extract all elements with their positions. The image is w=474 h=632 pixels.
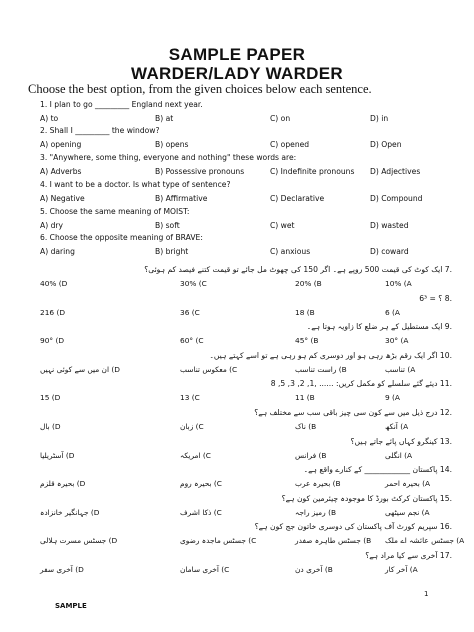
option: رمیز راجہ (B — [295, 507, 337, 517]
option: 9 (A — [385, 393, 400, 403]
option: C) opened — [270, 140, 310, 149]
option: 11 (B — [295, 393, 315, 403]
options-row — [40, 479, 454, 491]
option: A) Adverbs — [40, 167, 82, 176]
paper-subtitle: WARDER/LADY WARDER — [131, 64, 343, 83]
options-row — [40, 167, 450, 178]
option: فرانس (B — [295, 450, 327, 460]
option: آخری سامان (C — [180, 565, 230, 574]
question-text: 4. I want to be a doctor. Is what type of sentence? — [40, 180, 231, 189]
option: آسٹریلیا (D — [40, 450, 75, 460]
option: A) daring — [40, 247, 75, 256]
question-text: .17 آخری سے کیا مراد ہے؟ — [365, 551, 452, 560]
option: A) Negative — [40, 194, 85, 203]
options-row — [40, 365, 454, 377]
option: تناسب (A — [385, 364, 416, 374]
option: راست تناسب (B — [295, 364, 347, 374]
option: 13 (C — [180, 393, 200, 403]
option: جسٹس ماجدہ رضوی (C — [180, 536, 257, 546]
option: بحیرہ روم (C — [180, 479, 222, 489]
question-text: .9 ایک مستطیل کے ہر ضلع کا زاویہ ہوتا ہے۔ — [306, 322, 452, 332]
options-row — [40, 114, 450, 125]
instructions: Choose the best option, from the given choices below each sentence. — [28, 82, 372, 96]
options-row — [40, 336, 454, 348]
option: آنکھ (A — [385, 422, 409, 431]
option: جسٹس عائشہ اے ملک (A — [385, 536, 465, 546]
option: ذکا اشرف (C — [180, 507, 222, 517]
question-text: 5. Choose the same meaning of MOIST: — [40, 207, 190, 216]
option: 90° (D — [40, 336, 65, 346]
option: C) anxious — [270, 247, 311, 256]
option: B) opens — [155, 140, 189, 149]
option: بال (D — [40, 422, 61, 431]
options-row — [40, 221, 450, 232]
question-text: .10 اگر ایک رقم بڑھ رہی ہو اور دوسری کم ہو رہی ہے تو اسے کہتے ہیں۔ — [209, 350, 452, 360]
options-row — [40, 422, 454, 434]
option: 40% (D — [40, 279, 68, 288]
options-row — [40, 140, 450, 151]
option: B) soft — [155, 221, 180, 230]
question-text: .13 کینگرو کہاں پائے جاتے ہیں؟ — [350, 436, 452, 446]
option: آخر کار (A — [385, 565, 418, 574]
options-row — [40, 536, 465, 548]
option: 20% (B — [295, 279, 322, 288]
option: D) Adjectives — [370, 167, 421, 176]
option: C) Indefinite pronouns — [270, 167, 355, 176]
option: معکوس تناسب (C — [180, 364, 238, 374]
question-text: 3. "Anywhere, some thing, everyone and nothing" these words are: — [40, 153, 297, 162]
option: B) Affirmative — [155, 194, 208, 203]
question-text: .15 پاکستان کرکٹ بورڈ کا موجودہ چیئرمین کون ہے؟ — [281, 493, 452, 503]
options-row — [40, 279, 454, 291]
footer-label: SAMPLE — [55, 602, 87, 610]
option: D) Open — [370, 140, 402, 149]
option: جسٹس طاہرہ صفدر (B — [295, 536, 372, 546]
options-row — [40, 308, 454, 320]
option: بحیرہ قلزم (D — [40, 479, 86, 489]
option: A) dry — [40, 221, 64, 230]
option: A) to — [40, 114, 59, 123]
option: بحیرہ عرب (B — [295, 479, 341, 489]
question-text: 2. Shall I _________ the window? — [40, 126, 160, 135]
options-row — [40, 194, 450, 205]
option: 10% (A — [385, 279, 412, 288]
option: ان میں سے کوئی نہیں (D — [40, 364, 120, 374]
options-row — [40, 247, 450, 258]
option: بحیرہ احمر (A — [385, 479, 431, 489]
option: 15 (D — [40, 393, 61, 403]
option: B) at — [155, 114, 174, 123]
options-row — [40, 508, 454, 520]
option: 60° (C — [180, 336, 204, 346]
option: D) coward — [370, 247, 409, 256]
option: C) on — [270, 114, 291, 123]
question-text: .14 پاکستان ____________ کے کنارے واقع ہے۔ — [303, 465, 452, 475]
option: 6 (A — [385, 307, 400, 317]
option: ناک (B — [295, 422, 317, 431]
question-text: .11 دیئے گئے سلسلے کو مکمل کریں: ...... ,1, 2, 3, 5, 8 — [270, 379, 452, 389]
question-text: 1. I plan to go _________ England next year. — [40, 100, 203, 109]
option: آخری دن (B — [295, 565, 333, 574]
option: C) Declarative — [270, 194, 325, 203]
page-number: 1 — [424, 590, 429, 598]
option: 18 (B — [295, 307, 315, 317]
option: D) in — [370, 114, 389, 123]
option: B) Possessive pronouns — [155, 167, 245, 176]
paper-title: SAMPLE PAPER — [168, 45, 306, 64]
option: آخری سفر (D — [40, 565, 84, 574]
option: B) bright — [155, 247, 189, 256]
option: 36 (C — [180, 307, 200, 317]
option: C) wet — [270, 221, 295, 230]
question-text: 6. Choose the opposite meaning of BRAVE: — [40, 233, 203, 242]
options-row — [40, 565, 454, 577]
option: جسٹس مسرت ہلالی (D — [40, 536, 118, 546]
option: زبان (C — [180, 422, 204, 431]
option: D) Compound — [370, 194, 423, 203]
option: 30° (A — [385, 336, 409, 346]
option: 45° (B — [295, 336, 319, 346]
question-text: .16 سپریم کورٹ آف پاکستان کی دوسری خاتون جج کون ہے؟ — [254, 522, 452, 532]
option: جہانگیر خانزادہ (D — [40, 507, 100, 517]
question-text: .7 ایک کوٹ کی قیمت 500 روپے ہے۔ اگر 150 کی چھوٹ مل جائے تو قیمت کتنے فیصد کم ہوئی؟ — [144, 265, 452, 274]
option: A) opening — [40, 140, 82, 149]
options-row — [40, 393, 454, 405]
options-row — [40, 451, 454, 463]
option: D) wasted — [370, 221, 409, 230]
option: انگلی (A — [385, 450, 413, 460]
option: 30% (C — [180, 279, 207, 288]
question-text: .12 درج ذیل میں سے کون سی چیز باقی سب سے مختلف ہے؟ — [254, 408, 452, 417]
option: 216 (D — [40, 307, 66, 317]
option: امریکہ (C — [180, 450, 211, 460]
question-text: .8 ؟ = 6³ — [419, 293, 452, 303]
option: نجم سیٹھی (A — [385, 507, 430, 517]
